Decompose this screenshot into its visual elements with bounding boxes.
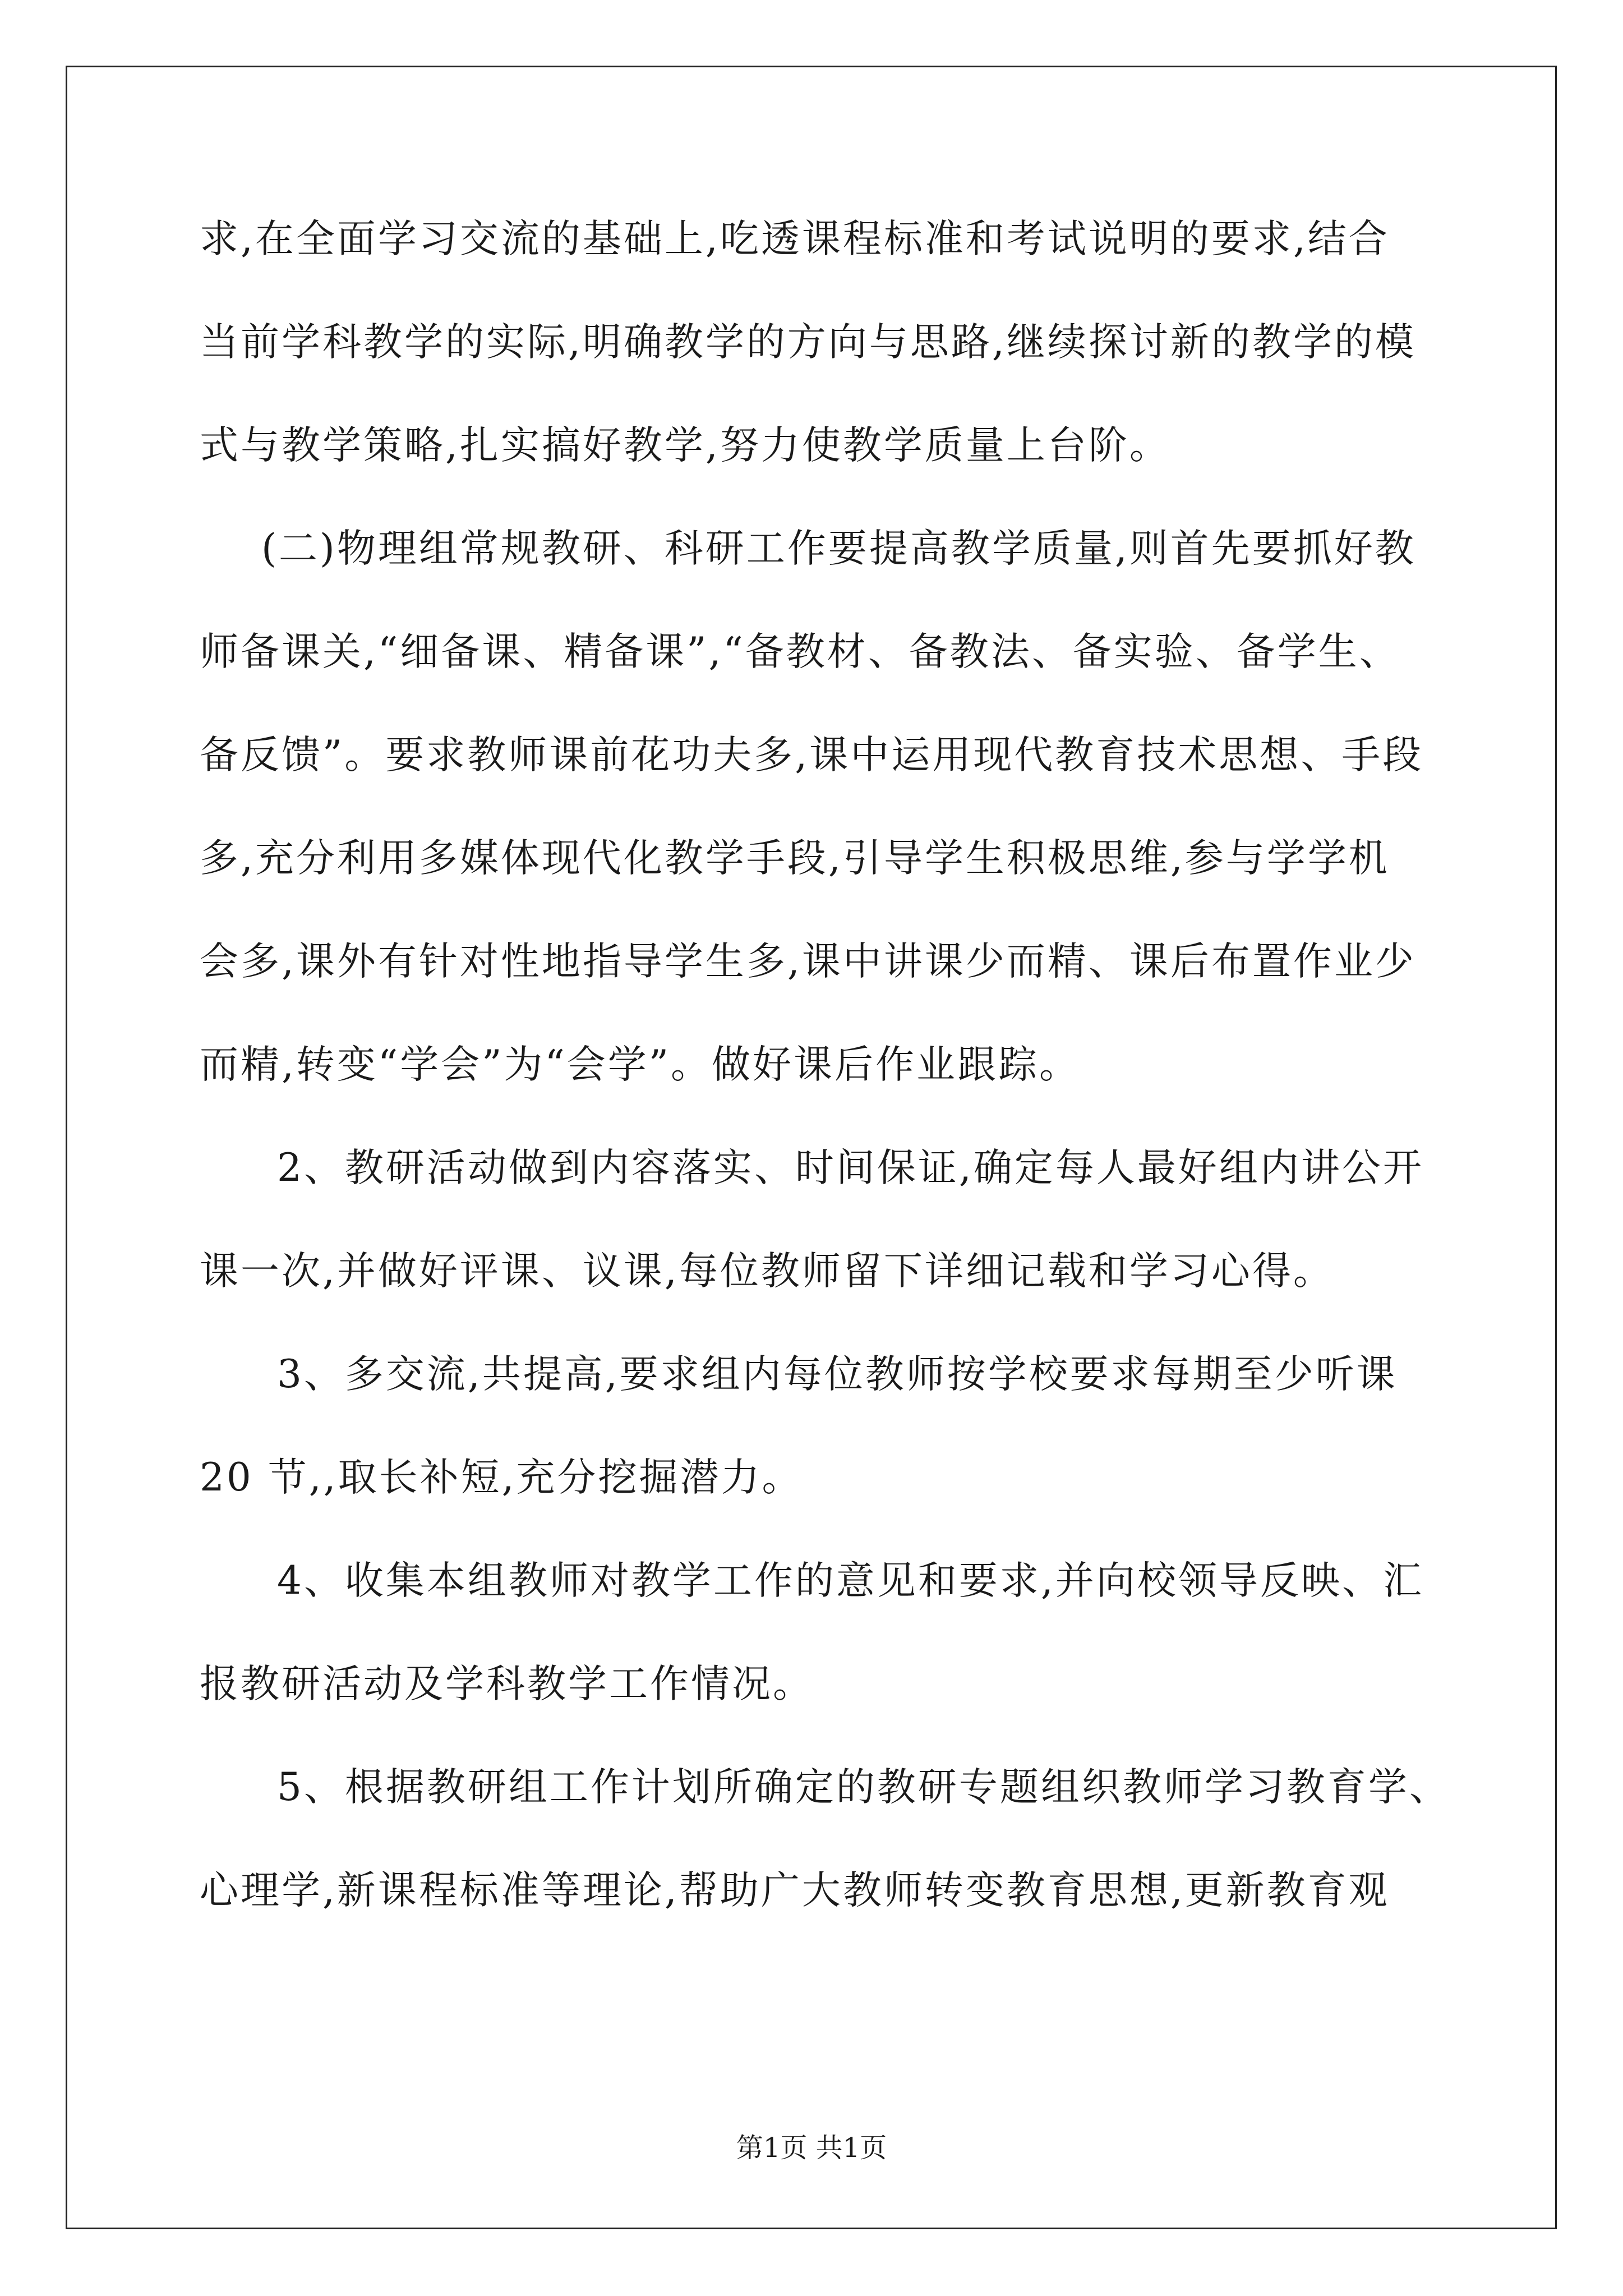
text-line: 3、多交流,共提高,要求组内每位教师按学校要求每期至少听课 xyxy=(277,1352,1398,1397)
text-line: 会多,课外有针对性地指导学生多,课中讲课少而精、课后布置作业少 xyxy=(200,939,1416,984)
text-line: 式与教学策略,扎实搞好教学,努力使教学质量上台阶。 xyxy=(200,423,1170,468)
text-line: 课一次,并做好评课、议课,每位教师留下详细记载和学习心得。 xyxy=(200,1249,1334,1294)
text-line: 师备课关,“细备课、精备课”,“备教材、备教法、备实验、备学生、 xyxy=(200,629,1400,674)
text-line: 备反馈”。要求教师课前花功夫多,课中运用现代教育技术思想、手段 xyxy=(200,733,1424,777)
text-line: 5、根据教研组工作计划所确定的教研专题组织教师学习教育学、 xyxy=(277,1765,1450,1810)
text-line: 而精,转变“学会”为“会学”。做好课后作业跟踪。 xyxy=(200,1042,1081,1087)
text-line: 多,充分利用多媒体现代化教学手段,引导学生积极思维,参与学学机 xyxy=(200,836,1390,881)
text-line: 心理学,新课程标准等理论,帮助广大教师转变教育思想,更新教育观 xyxy=(200,1868,1390,1913)
text-line: 2、教研活动做到内容落实、时间保证,确定每人最好组内讲公开 xyxy=(277,1145,1424,1190)
text-line: (二)物理组常规教研、科研工作要提高教学质量,则首先要抓好教 xyxy=(261,526,1416,571)
text-line: 4、收集本组教师对教学工作的意见和要求,并向校领导反映、汇 xyxy=(277,1558,1424,1603)
text-line: 20 节,,取长补短,充分挖掘潜力。 xyxy=(200,1455,803,1500)
page-number-footer: 第1页 共1页 xyxy=(736,2132,887,2164)
text-line: 当前学科教学的实际,明确教学的方向与思路,继续探讨新的教学的模 xyxy=(200,320,1416,365)
text-line: 求,在全面学习交流的基础上,吃透课程标准和考试说明的要求,结合 xyxy=(200,217,1390,261)
text-line: 报教研活动及学科教学工作情况。 xyxy=(200,1662,814,1706)
